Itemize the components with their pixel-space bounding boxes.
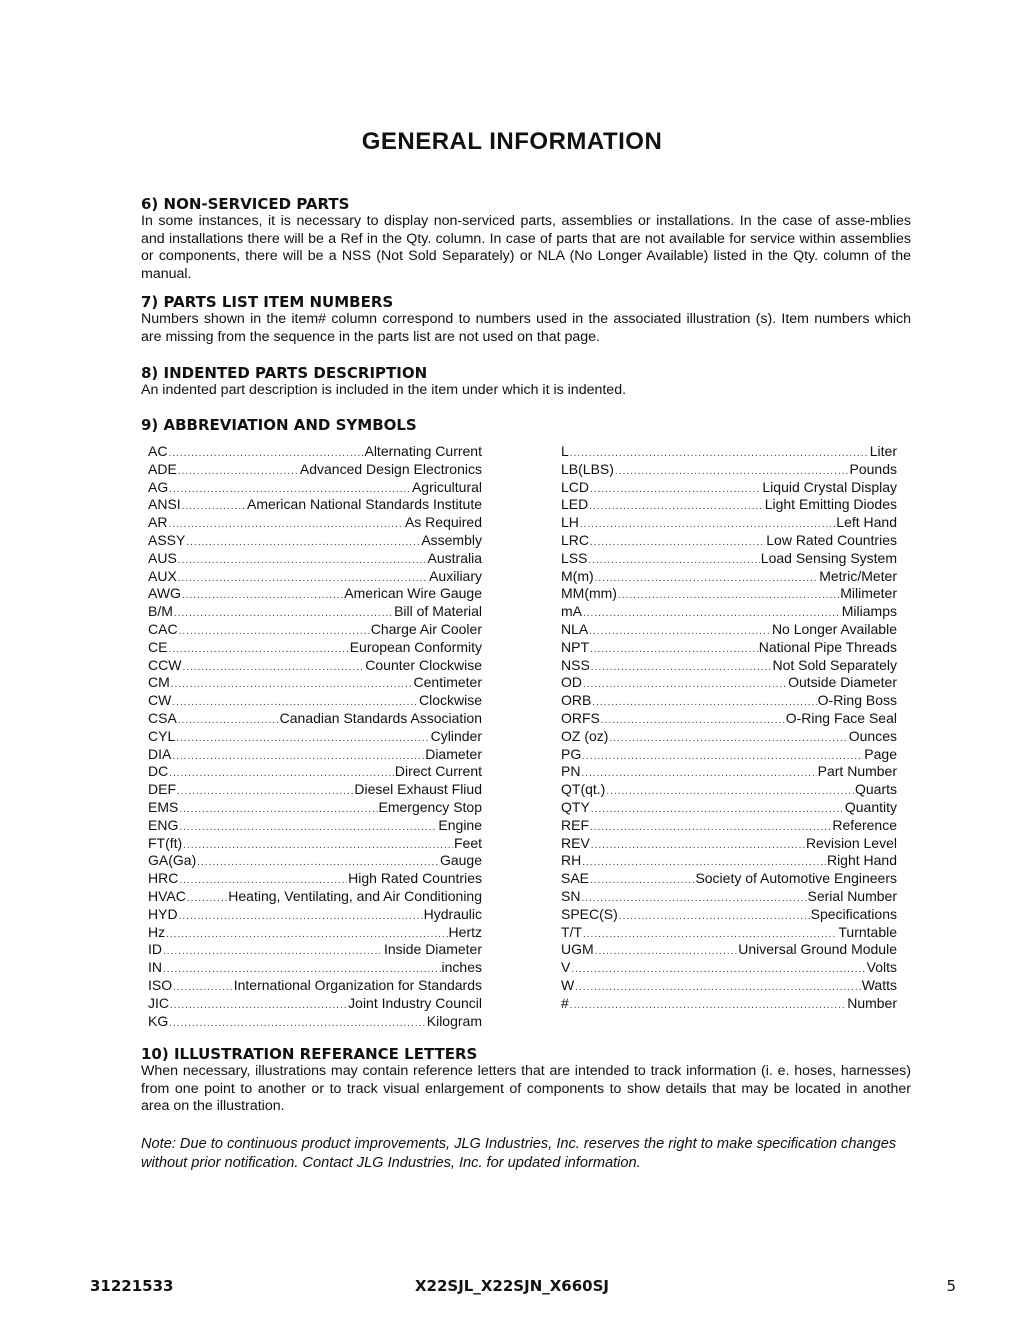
abbreviation: PN [561,763,581,780]
abbreviation-meaning: Agricultural [411,478,482,495]
dot-leader [589,623,771,641]
abbreviation-meaning: Liter [869,443,897,459]
abbreviation-row [148,781,482,799]
abbreviation-row [561,532,897,550]
abbreviation-row [561,852,897,870]
abbreviation-meaning: International Organization for Standards [233,976,482,993]
abbreviation-row [148,443,482,461]
abbreviation: LSS [561,549,588,566]
dot-leader [169,1015,426,1033]
abbreviation-meaning: Cylinder [430,727,482,744]
dot-leader [170,997,347,1015]
section-body: An indented part description is included in the item under which it is indented. [141,382,627,398]
abbreviation-meaning: Direct Current [394,763,482,780]
abbreviation: ENG [148,816,179,833]
abbreviation-meaning: National Pipe Threads [758,638,897,655]
section-illustration-reference-letters [141,1046,911,1116]
dot-leader [619,908,810,926]
abbreviation-row [148,835,482,853]
abbreviation-meaning: Bill of Material [394,603,482,620]
abbreviation: ANSI [148,496,181,513]
dot-leader [173,979,233,997]
dot-leader [182,659,364,677]
abbreviation: LED [561,496,589,513]
abbreviation: KG [148,1012,169,1029]
abbreviation-meaning: Centimeter [413,674,482,691]
abbreviation-row [148,496,482,514]
abbreviation-row [561,461,897,479]
abbreviation-row [561,959,897,977]
abbreviation-row [148,852,482,870]
abbreviation-meaning: Page [864,745,897,762]
abbreviation: OD [561,674,582,691]
abbreviation-meaning: Serial Number [807,887,897,904]
abbreviation-row [148,461,482,479]
abbreviation-meaning: Heating, Ventilating, and Air Conditioning [228,887,482,904]
abbreviation-meaning: Hydraulic [423,905,482,922]
abbreviation: Hz [148,923,166,940]
dot-leader [177,783,353,801]
section-heading: 6) NON-SERVICED PARTS [141,195,350,213]
abbreviation: REF [561,816,589,833]
abbreviation-row [561,710,897,728]
abbreviation: mA [561,603,582,620]
abbreviation: ADE [148,460,177,477]
abbreviation-row [148,799,482,817]
abbreviation-row [561,835,897,853]
dot-leader [591,659,772,677]
abbreviation: DEF [148,781,176,798]
abbreviation-row [561,674,897,692]
abbreviation-row [561,817,897,835]
abbreviation-meaning: Inside Diameter [383,941,482,958]
dot-leader [581,765,816,783]
dot-leader [592,694,816,712]
abbreviation-meaning: Assembly [421,531,482,548]
disclaimer-note: Note: Due to continuous product improvements, JLG Industries, Inc. reserves the right to make specification changes without prior notification. Contact JLG Industries, Inc. for updated information. [141,1136,897,1171]
section-heading: 9) ABBREVIATION AND SYMBOLS [141,416,417,434]
abbreviation-list-left [148,443,482,1030]
abbreviation: ASSY [148,531,186,548]
abbreviation-row [148,710,482,728]
abbreviation-row [561,550,897,568]
dot-leader [168,516,404,534]
abbreviation-row [561,906,897,924]
abbreviation: FT(ft) [148,834,183,851]
abbreviation: CSA [148,709,177,726]
dot-leader [178,712,279,730]
abbreviation: RH [561,852,582,869]
dot-leader [590,481,761,499]
abbreviation-meaning: Liquid Crystal Display [762,478,897,495]
abbreviation-meaning: Turntable [838,923,897,940]
abbreviation-meaning: Clockwise [418,692,482,709]
abbreviation: AUX [148,567,177,584]
abbreviation-row [561,995,897,1013]
dot-leader [591,837,805,855]
abbreviation-meaning: Light Emitting Diodes [764,496,897,513]
abbreviation-row [148,941,482,959]
abbreviation-row [148,995,482,1013]
abbreviation-row [561,657,897,675]
abbreviation-row [561,603,897,621]
dot-leader [183,837,453,855]
abbreviation-row [148,746,482,764]
abbreviation-row [561,746,897,764]
abbreviation-row [148,639,482,657]
abbreviation-meaning: Counter Clockwise [365,656,482,673]
dot-leader [590,641,758,659]
dot-leader [570,997,846,1015]
abbreviation: LB(LBS) [561,460,614,477]
abbreviation: PG [561,745,582,762]
section-body: When necessary, illustrations may contain reference letters that are intended to track information (i. e. hoses, harnesses) from one point to another or to track visual enlargement of components to show details that may be located in another area on the illustration. [141,1063,911,1115]
abbreviation: HVAC [148,887,186,904]
abbreviation: LRC [561,531,590,548]
abbreviation-row [561,692,897,710]
abbreviation: QT(qt.) [561,781,606,798]
abbreviation-row [148,906,482,924]
abbreviation-meaning: Auxiliary [429,567,482,584]
section-indented-parts-description [141,365,911,400]
abbreviation-meaning: O-Ring Boss [817,692,897,709]
dot-leader [595,943,738,961]
abbreviation-row [148,568,482,586]
abbreviation: M(m) [561,567,594,584]
abbreviation-row [148,603,482,621]
dot-leader [178,552,427,570]
abbreviation-meaning: Outside Diameter [788,674,897,691]
abbreviation-row [148,585,482,603]
abbreviation-meaning: Volts [866,959,897,976]
dot-leader [179,819,437,837]
abbreviation-meaning: European Conformity [349,638,482,655]
abbreviation: CM [148,674,170,691]
abbreviation: CAC [148,620,178,637]
abbreviation-row [148,888,482,906]
abbreviation-meaning: Hertz [448,923,482,940]
abbreviation: CE [148,638,168,655]
section-abbreviations [141,417,911,434]
abbreviation: MM(mm) [561,585,617,602]
abbreviation-row [561,781,897,799]
section-parts-list-item-numbers [141,294,911,346]
abbreviation: B/M [148,603,173,620]
abbreviation-meaning: Load Sensing System [760,549,897,566]
abbreviation: DC [148,763,169,780]
abbreviation-meaning: Number [847,994,897,1011]
abbreviation-meaning: Feet [453,834,482,851]
abbreviation-meaning: O-Ring Face Seal [785,709,897,726]
dot-leader [588,552,759,570]
dot-leader [601,712,785,730]
abbreviation-row [148,763,482,781]
section-heading: 7) PARTS LIST ITEM NUMBERS [141,293,394,311]
abbreviation: QTY [561,798,590,815]
section-non-serviced-parts [141,196,911,283]
abbreviation: HYD [148,905,178,922]
abbreviation-row [561,888,897,906]
abbreviation-meaning: Not Sold Separately [772,656,897,673]
abbreviation-meaning: Quantity [844,798,897,815]
dot-leader [583,676,787,694]
abbreviation: AUS [148,549,177,566]
dot-leader [182,587,343,605]
abbreviation: V [561,959,571,976]
abbreviation-row [148,479,482,497]
abbreviation: HRC [148,870,179,887]
abbreviation: ORFS [561,709,600,726]
abbreviation-row [148,817,482,835]
abbreviation-row [148,977,482,995]
abbreviation-row [148,550,482,568]
abbreviation-meaning: As Required [404,514,482,531]
abbreviation-meaning: Canadian Standards Association [279,709,482,726]
abbreviation: ID [148,941,162,958]
abbreviation: AC [148,443,168,459]
abbreviation: JIC [148,994,169,1011]
dot-leader [591,801,844,819]
dot-leader [176,730,429,748]
dot-leader [595,570,819,588]
dot-leader [179,908,423,926]
abbreviation-row [148,1013,482,1031]
page-title: GENERAL INFORMATION [361,128,663,155]
section-heading: 8) INDENTED PARTS DESCRIPTION [141,364,428,382]
abbreviation-meaning: Society of Automotive Engineers [695,870,897,887]
dot-leader [179,623,370,641]
abbreviation: SN [561,887,581,904]
abbreviation: IN [148,959,162,976]
dot-leader [570,445,869,463]
dot-leader [182,498,246,516]
dot-leader [575,979,861,997]
dot-leader [571,961,865,979]
abbreviation-row [561,443,897,461]
abbreviation-meaning: Engine [438,816,482,833]
abbreviation-meaning: Reference [832,816,897,833]
abbreviation-meaning: Australia [427,549,482,566]
abbreviation-row [561,585,897,603]
abbreviation-meaning: Diesel Exhaust Fliud [354,781,482,798]
abbreviation-meaning: No Longer Available [771,620,897,637]
abbreviation-row [148,674,482,692]
abbreviation-meaning: High Rated Countries [348,870,482,887]
abbreviation-row [561,977,897,995]
dot-leader [590,819,831,837]
dot-leader [186,534,420,552]
abbreviation-row [148,924,482,942]
abbreviation: OZ (oz) [561,727,609,744]
abbreviation-row [561,621,897,639]
abbreviation-meaning: Ounces [848,727,897,744]
dot-leader [163,943,383,961]
abbreviation: T/T [561,923,582,940]
abbreviation-meaning: Revision Level [805,834,897,851]
dot-leader [606,783,854,801]
footer-page-number: 5 [946,1277,956,1295]
abbreviation: CCW [148,656,182,673]
abbreviation-row [148,657,482,675]
section-body: In some instances, it is necessary to display non-serviced parts, assemblies or installations. In the case of asse-mblies and installations there will be a Ref in the Qty. column. In case of parts that are not available for service within assemblies or components, there will be a NSS (Not Sold Separately) or NLA (No Longer Available) listed in the Qty. column of the manual. [141,213,911,282]
abbreviation: ORB [561,692,592,709]
abbreviation-row [561,496,897,514]
abbreviation-row [148,692,482,710]
abbreviation: L [561,443,569,459]
abbreviation-list-right [561,443,897,1013]
abbreviation-meaning: Emergency Stop [378,798,482,815]
section-body: Numbers shown in the item# column correspond to numbers used in the associated illustration (s). Item numbers which are missing from the sequence in the parts list are not used on that page. [141,311,911,345]
abbreviation-row [148,514,482,532]
abbreviation-row [561,870,897,888]
dot-leader [178,463,299,481]
dot-leader [174,605,393,623]
footer-model: X22SJL_X22SJN_X660SJ [414,1277,610,1295]
abbreviation: EMS [148,798,179,815]
abbreviation: SPEC(S) [561,905,618,922]
abbreviation: REV [561,834,590,851]
abbreviation-meaning: Low Rated Countries [766,531,897,548]
abbreviation-meaning: Specifications [810,905,897,922]
abbreviation-meaning: Advanced Design Electronics [299,460,482,477]
abbreviation-meaning: Watts [861,976,897,993]
abbreviation: CYL [148,727,176,744]
abbreviation-row [561,799,897,817]
abbreviation: AR [148,514,168,531]
dot-leader [589,498,763,516]
dot-leader [172,748,424,766]
abbreviation-row [561,479,897,497]
dot-leader [590,872,694,890]
abbreviation-row [561,514,897,532]
abbreviation-meaning: Alternating Current [364,443,482,459]
abbreviation: W [561,976,575,993]
dot-leader [609,730,847,748]
dot-leader [590,534,765,552]
abbreviation-row [561,568,897,586]
abbreviation-meaning: Joint Industry Council [348,994,482,1011]
abbreviation-row [148,621,482,639]
dot-leader [618,587,839,605]
footer-doc-number: 31221533 [90,1277,174,1295]
dot-leader [168,641,348,659]
abbreviation-row [148,532,482,550]
abbreviation-meaning: Miliamps [841,603,897,620]
abbreviation: AG [148,478,169,495]
abbreviation-meaning: Universal Ground Module [738,941,897,958]
abbreviation-row [561,639,897,657]
abbreviation: LH [561,514,579,531]
abbreviation-meaning: inches [441,959,482,976]
abbreviation-meaning: Kilogram [426,1012,482,1029]
abbreviation-meaning: Quarts [854,781,897,798]
abbreviation-meaning: Charge Air Cooler [370,620,482,637]
abbreviation: DIA [148,745,172,762]
dot-leader [187,890,227,908]
abbreviation-meaning: Diameter [425,745,482,762]
abbreviation: AWG [148,585,181,602]
abbreviation-meaning: Pounds [849,460,897,477]
abbreviation-meaning: Metric/Meter [819,567,897,584]
abbreviation-meaning: American National Standards Institute [246,496,482,513]
abbreviation: # [561,994,569,1011]
abbreviation-meaning: American Wire Gauge [344,585,482,602]
abbreviation: LCD [561,478,590,495]
dot-leader [171,676,413,694]
abbreviation-meaning: Right Hand [826,852,897,869]
abbreviation-row [561,728,897,746]
abbreviation-row [561,763,897,781]
abbreviation-row [148,959,482,977]
abbreviation: NLA [561,620,589,637]
section-heading: 10) ILLUSTRATION REFERANCE LETTERS [141,1045,478,1063]
abbreviation-meaning: Milimeter [840,585,897,602]
abbreviation: NSS [561,656,590,673]
abbreviation: UGM [561,941,594,958]
abbreviation-meaning: Part Number [817,763,897,780]
abbreviation: ISO [148,976,173,993]
abbreviation-row [148,728,482,746]
abbreviation: GA(Ga) [148,852,197,869]
dot-leader [179,801,377,819]
abbreviation-row [561,941,897,959]
abbreviation: NPT [561,638,589,655]
abbreviation: CW [148,692,172,709]
abbreviation-meaning: Left Hand [836,514,897,531]
abbreviation-meaning: Gauge [439,852,482,869]
abbreviation: SAE [561,870,590,887]
abbreviation-row [148,870,482,888]
abbreviation-row [561,924,897,942]
